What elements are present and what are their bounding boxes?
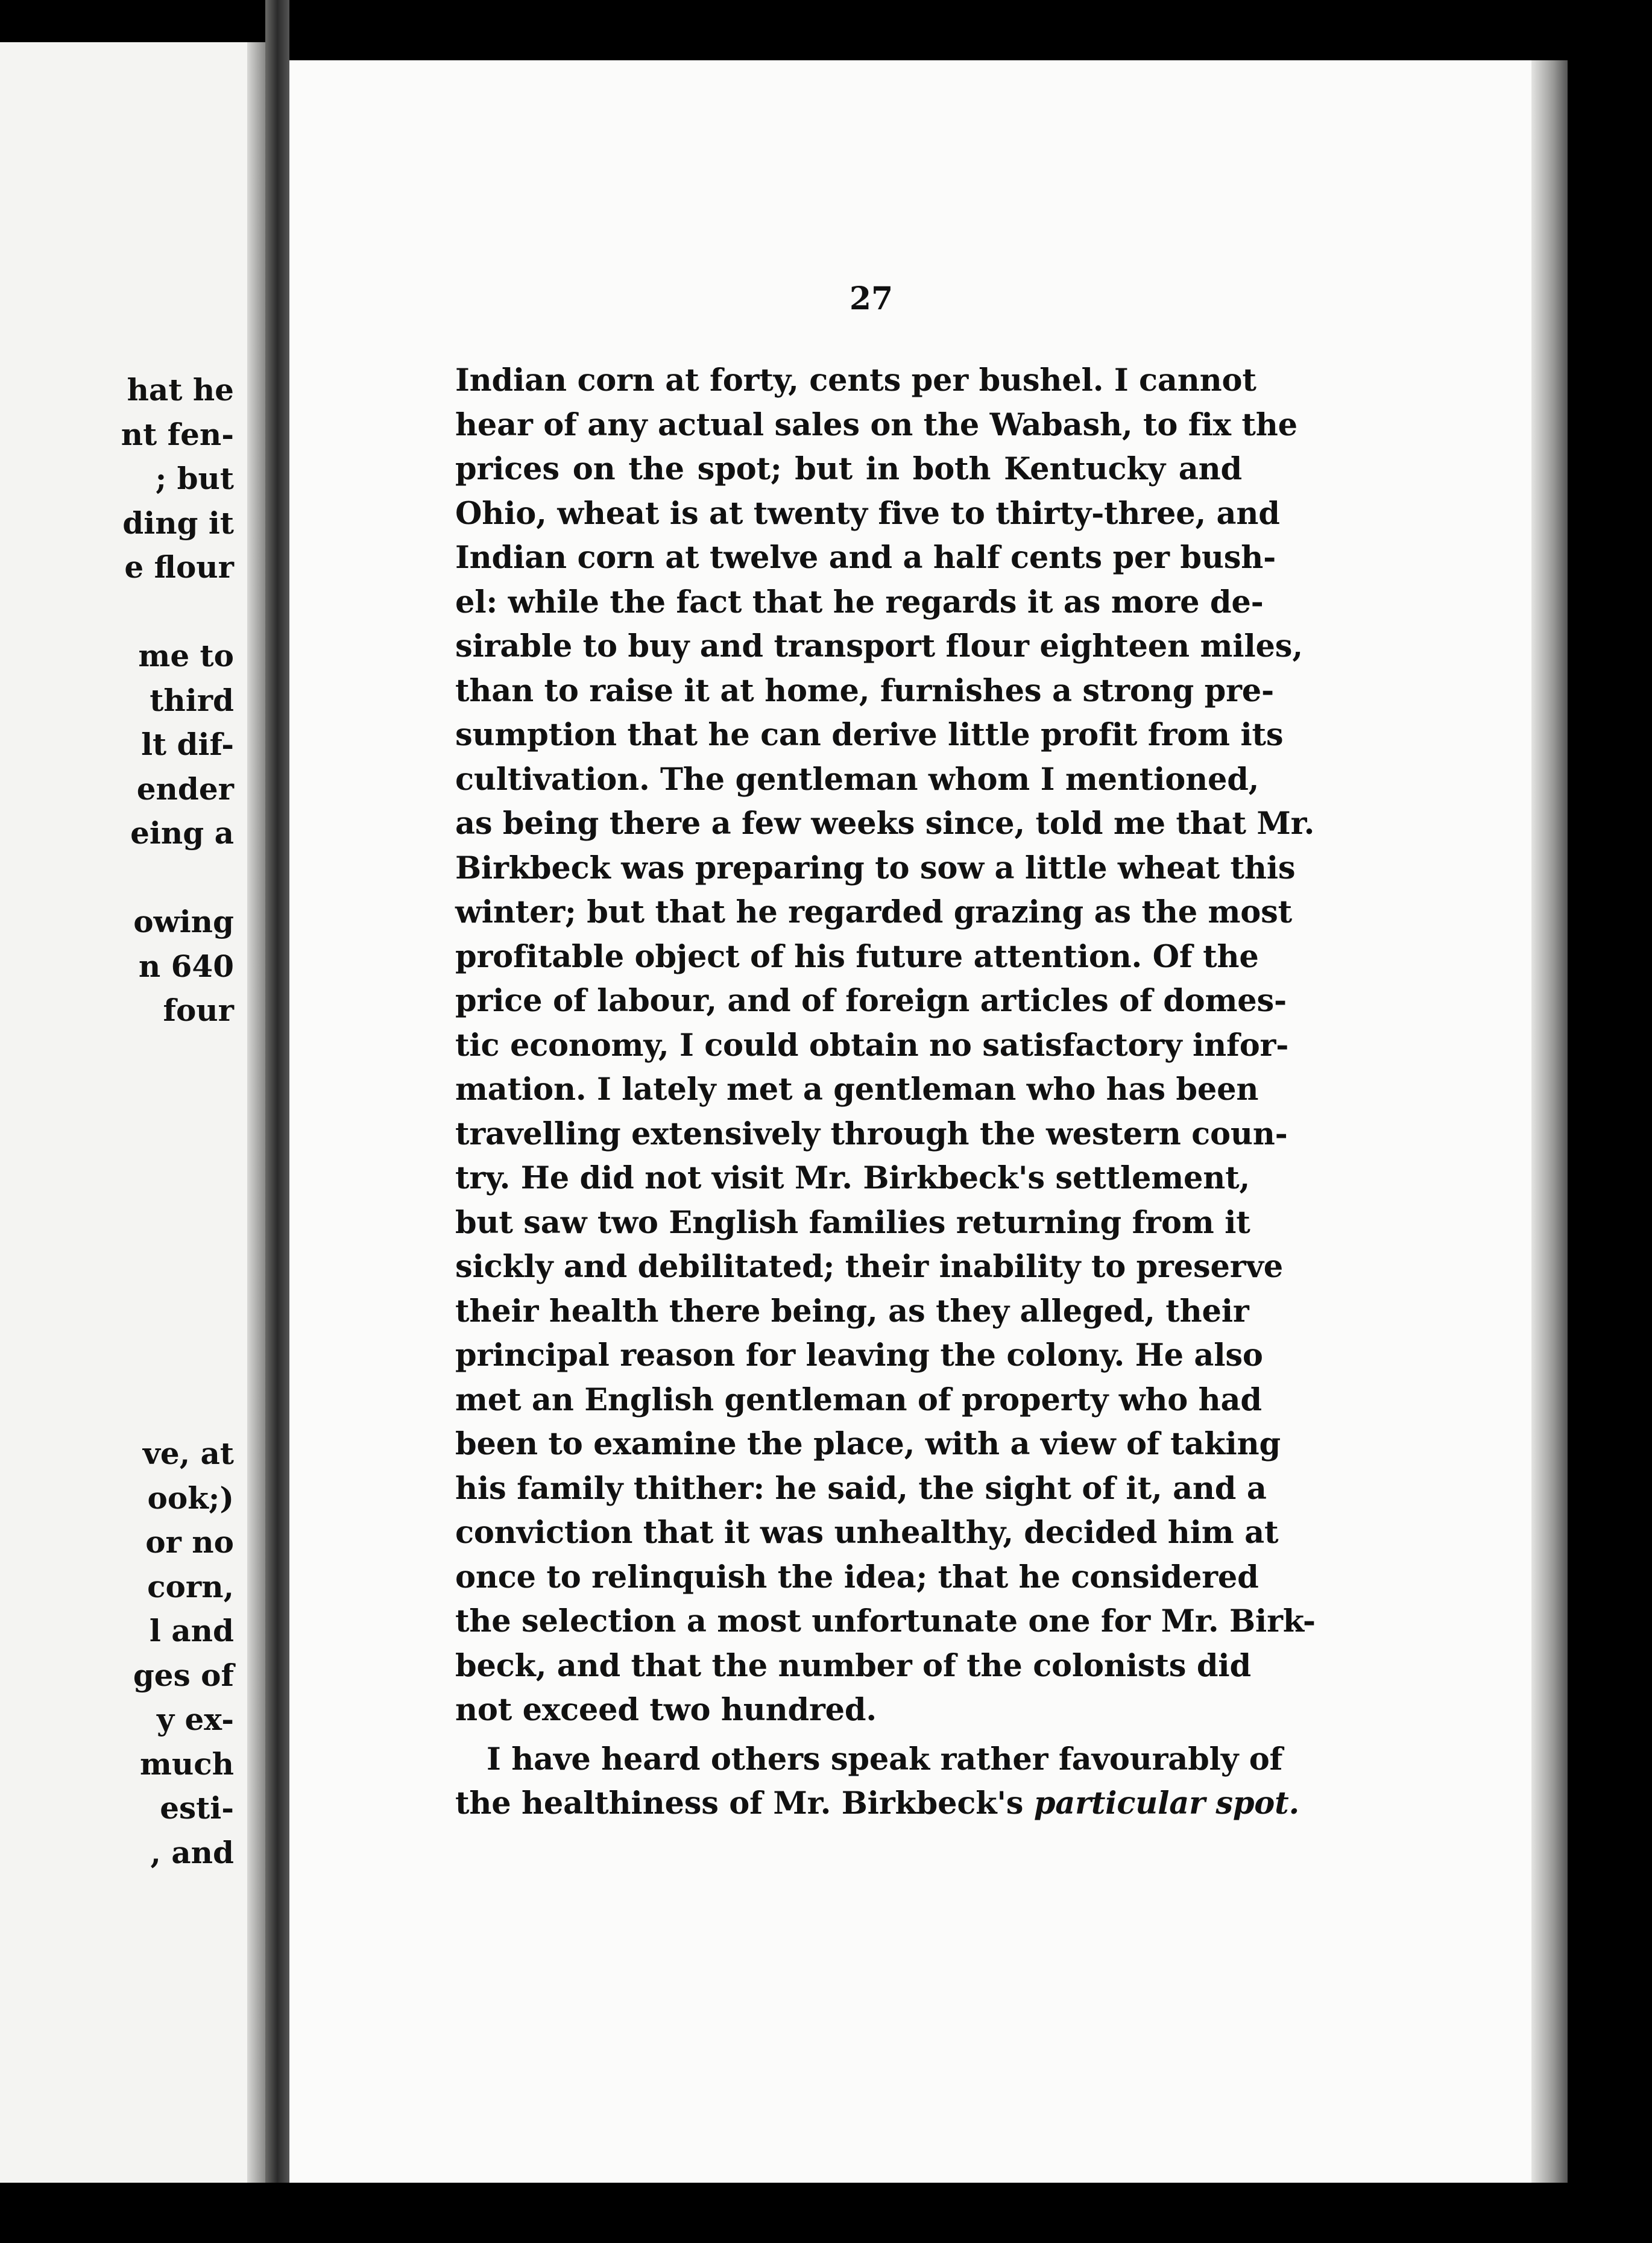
left-page-line-fragment: four <box>163 992 234 1028</box>
paragraph-1-line: their health there being, as they alleged, their <box>455 1293 1249 1330</box>
paragraph-1-line: profitable object of his future attention. Of the <box>455 938 1259 975</box>
left-page-line-fragment <box>0 1299 234 1343</box>
paragraph-1-line: travelling extensively through the western coun- <box>455 1115 1288 1152</box>
left-page-line-fragment <box>0 1343 234 1387</box>
paragraph-1-line: than to raise it at home, furnishes a strong pre- <box>455 672 1274 709</box>
left-page-line-fragment: corn, <box>147 1568 234 1604</box>
paragraph-1-line: met an English gentleman of property who had <box>455 1381 1262 1418</box>
left-page-line-fragment: much <box>139 1746 234 1782</box>
paragraph-1-line: Ohio, wheat is at twenty five to thirty-three, and <box>455 495 1280 532</box>
paragraph-1-line: sumption that he can derive little profit from its <box>455 717 1284 753</box>
left-page-line-fragment: nt fen- <box>121 416 234 452</box>
left-page-line-fragment: lt dif- <box>141 727 234 762</box>
paragraph-1-line: his family thither: he said, the sight of it, and a <box>455 1470 1267 1507</box>
paragraph-1-line: beck, and that the number of the colonists did <box>455 1647 1251 1684</box>
paragraph-2 <box>455 1738 1300 1826</box>
left-page-line-fragment: l and <box>149 1613 234 1648</box>
paragraph-2-line-1: I have heard others speak rather favourably of <box>487 1741 1283 1778</box>
paragraph-1-line: but saw two English families returning from it <box>455 1204 1250 1241</box>
left-page-line-fragment: ender <box>136 771 234 807</box>
paragraph-1-line: mation. I lately met a gentleman who has been <box>455 1071 1259 1108</box>
paragraph-1-line: principal reason for leaving the colony. He also <box>455 1337 1263 1374</box>
paragraph-1-line: try. He did not visit Mr. Birkbeck's settlement, <box>455 1160 1250 1196</box>
paragraph-1-line: as being there a few weeks since, told me that Mr. <box>455 806 1315 842</box>
paragraph-1-line: the selection a most unfortunate one for Mr. Birk- <box>455 1603 1316 1639</box>
left-page-line-fragment: ve, at <box>142 1436 234 1471</box>
left-page-line-fragment: ges of <box>133 1657 234 1693</box>
paragraph-1-line: Birkbeck was preparing to sow a little wheat this <box>455 850 1296 886</box>
left-page-binding-shadow <box>247 42 265 2189</box>
paragraph-1-line: tic economy, I could obtain no satisfactory infor- <box>455 1027 1289 1064</box>
left-page-line-fragment: hat he <box>127 372 234 408</box>
left-page-line-fragment: y ex- <box>157 1702 234 1737</box>
paragraph-1-line: prices on the spot; but in both Kentucky and <box>455 451 1242 487</box>
paragraph-1-line: sirable to buy and transport flour eighteen miles, <box>455 628 1303 664</box>
paragraph-1-line: once to relinquish the idea; that he considered <box>455 1559 1259 1595</box>
left-page-line-fragment: e flour <box>124 549 234 585</box>
paragraph-1-line: Indian corn at twelve and a half cents per bush- <box>455 540 1276 576</box>
left-page-line-fragment <box>0 1166 234 1210</box>
book-gutter <box>265 0 289 2243</box>
page-body-text <box>455 359 1316 1826</box>
left-page-text-fragments <box>0 368 234 1875</box>
left-page-line-fragment <box>0 856 234 900</box>
paragraph-2-line-2 <box>455 1782 1300 1826</box>
left-page-line-fragment <box>0 1210 234 1255</box>
paragraph-1-line: conviction that it was unhealthy, decided him at <box>455 1515 1279 1551</box>
paragraph-1-line: sickly and debilitated; their inability to preserve <box>455 1249 1284 1285</box>
left-page-line-fragment: , and <box>150 1834 234 1870</box>
paragraph-1-line: cultivation. The gentleman whom I mentioned, <box>455 761 1259 798</box>
paragraph-1-line: price of labour, and of foreign articles of domes- <box>455 983 1287 1019</box>
left-page-line-fragment <box>0 1387 234 1432</box>
left-page-line-fragment <box>0 1077 234 1122</box>
paragraph-2-line-2-lead: the healthiness of Mr. Birkbeck's <box>455 1785 1034 1822</box>
paragraph-1-line: winter; but that he regarded grazing as the most <box>455 894 1292 930</box>
paragraph-1-line: Indian corn at forty, cents per bushel. I cannot <box>455 362 1256 399</box>
left-page-line-fragment: eing a <box>130 815 234 851</box>
scan-bottom-border <box>0 2183 1652 2243</box>
paragraph-1 <box>455 359 1316 1733</box>
left-page-line-fragment: n 640 <box>138 948 234 984</box>
left-page-line-fragment: ook;) <box>147 1480 234 1516</box>
paragraph-1-line: hear of any actual sales on the Wabash, to fix the <box>455 406 1297 443</box>
left-page-line-fragment: esti- <box>160 1790 234 1826</box>
left-page-line-fragment: me to <box>138 638 234 674</box>
paragraph-2-italic-phrase: particular spot. <box>1033 1785 1300 1822</box>
left-page-line-fragment <box>0 1254 234 1299</box>
left-page-line-fragment <box>0 590 234 634</box>
left-page-line-fragment <box>0 1122 234 1166</box>
left-page-line-fragment <box>0 1033 234 1077</box>
paragraph-1-line: been to examine the place, with a view of taking <box>455 1426 1281 1462</box>
paragraph-1-line: not exceed two hundred. <box>455 1692 877 1728</box>
left-page-line-fragment: third <box>150 682 234 718</box>
right-page-edge <box>1531 60 1568 2207</box>
left-page-line-fragment: ; but <box>155 461 234 496</box>
page-number: 27 <box>849 280 894 317</box>
left-page-line-fragment: owing <box>133 904 234 939</box>
left-facing-page <box>0 42 265 2189</box>
paragraph-1-line: el: while the fact that he regards it as more de- <box>455 584 1264 620</box>
left-page-line-fragment: ding it <box>122 505 234 541</box>
left-page-line-fragment: or no <box>145 1524 234 1560</box>
